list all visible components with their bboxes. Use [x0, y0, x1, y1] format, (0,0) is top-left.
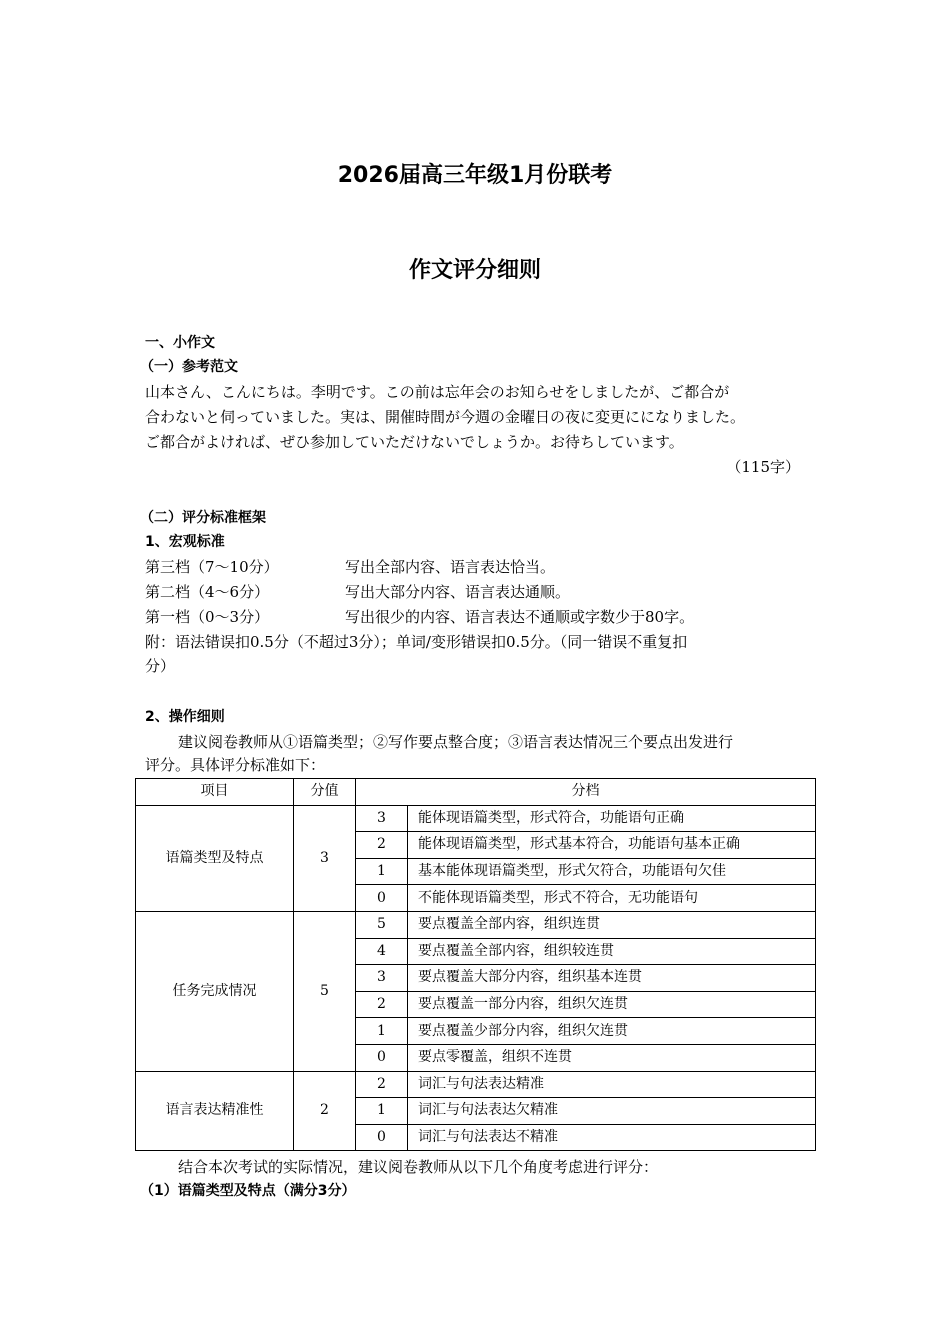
description-cell: 不能体现语篇类型，形式不符合，无功能语句 — [408, 885, 816, 912]
description-cell: 词汇与句法表达不精准 — [408, 1124, 816, 1151]
item-cell: 语篇类型及特点 — [136, 805, 294, 911]
header-item: 项目 — [136, 779, 294, 806]
ops-heading: 2、操作细则 — [145, 709, 225, 725]
document-subtitle: 作文评分细则 — [408, 258, 541, 283]
points-cell: 3 — [356, 805, 408, 832]
note-line: 附：语法错误扣0.5分（不超过3分）；单词/变形错误扣0.5分。（同一错误不重复扣 — [145, 633, 688, 651]
score-cell: 3 — [294, 805, 356, 911]
item-cell: 任务完成情况 — [136, 911, 294, 1071]
description-cell: 要点覆盖一部分内容，组织欠连贯 — [408, 991, 816, 1018]
points-cell: 0 — [356, 885, 408, 912]
essay-line: ご都合がよければ、ぜひ参加していただけないでしょうか。お待ちしています。 — [145, 433, 684, 451]
ops-line: 评分。具体评分标准如下： — [145, 756, 326, 774]
description-cell: 词汇与句法表达欠精准 — [408, 1098, 816, 1125]
points-cell: 1 — [356, 1098, 408, 1125]
description-cell: 能体现语篇类型，形式基本符合，功能语句基本正确 — [408, 832, 816, 859]
description-cell: 要点零覆盖，组织不连贯 — [408, 1044, 816, 1071]
table-row — [136, 1071, 816, 1098]
description-cell: 要点覆盖大部分内容，组织基本连贯 — [408, 965, 816, 992]
essay-line: 山本さん、こんにちは。李明です。この前は忘年会のお知らせをしましたが、ご都合が — [145, 383, 730, 401]
score-cell: 5 — [294, 911, 356, 1071]
points-cell: 0 — [356, 1044, 408, 1071]
essay-line: 合わないと伺っていました。実は、開催時間が今週の金曜日の夜に変更にになりました。 — [145, 408, 746, 426]
header-levels: 分档 — [356, 779, 816, 806]
item-cell: 语言表达精准性 — [136, 1071, 294, 1151]
level-desc: 写出全部内容、语言表达恰当。 — [345, 558, 556, 576]
description-cell: 要点覆盖全部内容，组织连贯 — [408, 911, 816, 938]
points-cell: 2 — [356, 832, 408, 859]
level-desc: 写出很少的内容、语言表达不通顺或字数少于80字。 — [345, 608, 695, 626]
points-cell: 5 — [356, 911, 408, 938]
table-row — [136, 805, 816, 832]
after-table-text: 结合本次考试的实际情况，建议阅卷教师从以下几个角度考虑进行评分： — [178, 1158, 659, 1176]
subsection-heading: （1）语篇类型及特点（满分3分） — [140, 1183, 356, 1199]
description-cell: 能体现语篇类型，形式符合，功能语句正确 — [408, 805, 816, 832]
level-label: 第三档（7～10分） — [145, 558, 279, 576]
points-cell: 2 — [356, 991, 408, 1018]
points-cell: 3 — [356, 965, 408, 992]
points-cell: 0 — [356, 1124, 408, 1151]
level-desc: 写出大部分内容、语言表达通顺。 — [345, 583, 571, 601]
note-line: 分） — [145, 657, 176, 675]
points-cell: 2 — [356, 1071, 408, 1098]
description-cell: 要点覆盖少部分内容，组织欠连贯 — [408, 1018, 816, 1045]
ops-line: 建议阅卷教师从①语篇类型；②写作要点整合度；③语言表达情况三个要点出发进行 — [178, 733, 734, 751]
level-label: 第一档（0～3分） — [145, 608, 270, 626]
document-title: 2026届高三年级1月份联考 — [337, 163, 613, 188]
table-header-row — [136, 779, 816, 806]
description-cell: 要点覆盖全部内容，组织较连贯 — [408, 938, 816, 965]
word-count: （115字） — [726, 458, 800, 476]
level-label: 第二档（4～6分） — [145, 583, 270, 601]
subsection-heading: （一）参考范文 — [140, 359, 238, 375]
points-cell: 1 — [356, 858, 408, 885]
points-cell: 4 — [356, 938, 408, 965]
points-cell: 1 — [356, 1018, 408, 1045]
macro-heading: 1、宏观标准 — [145, 534, 225, 550]
score-cell: 2 — [294, 1071, 356, 1151]
description-cell: 基本能体现语篇类型，形式欠符合，功能语句欠佳 — [408, 858, 816, 885]
description-cell: 词汇与句法表达精准 — [408, 1071, 816, 1098]
scoring-table — [135, 778, 816, 1151]
table-row — [136, 911, 816, 938]
section-heading: 一、小作文 — [145, 335, 215, 351]
subsection-heading: （二）评分标准框架 — [140, 510, 266, 526]
header-score: 分值 — [294, 779, 356, 806]
